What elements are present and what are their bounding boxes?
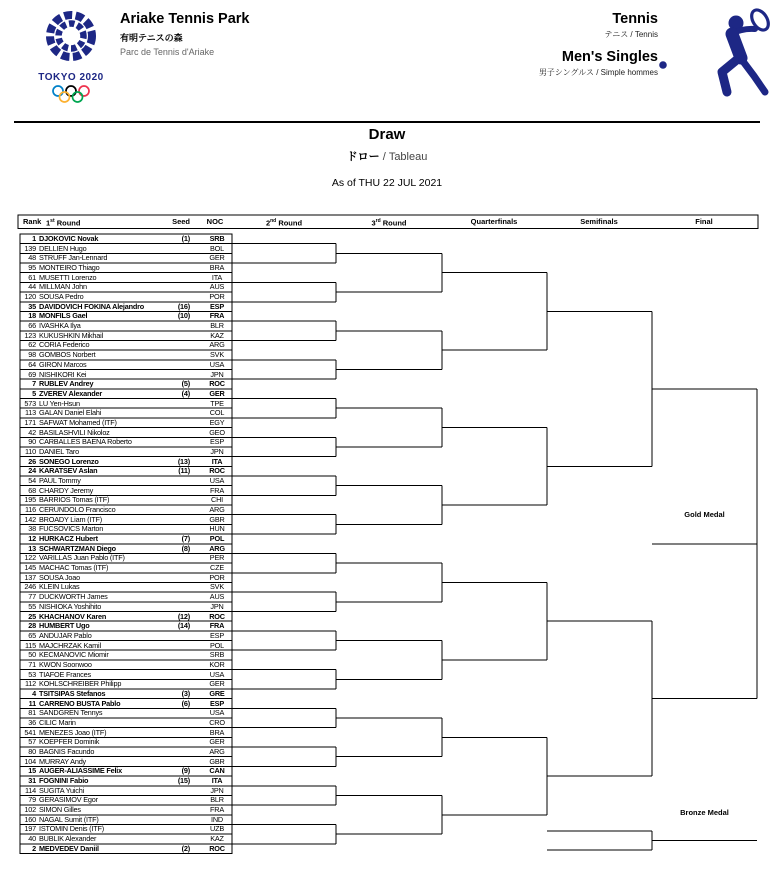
player-name: RUBLEV Andrey <box>39 379 94 389</box>
player-noc: ROC <box>209 379 225 389</box>
player-row <box>18 379 232 389</box>
player-rank: 1 <box>32 234 36 243</box>
sport-subtitle: テニス / Tennis <box>604 30 658 39</box>
player-name: CORIA Federico <box>39 340 90 350</box>
player-noc: COL <box>209 408 225 418</box>
player-rank: 68 <box>28 485 36 495</box>
player-noc: GBR <box>209 756 225 766</box>
player-name: GIRON Marcos <box>39 359 87 369</box>
player-rank: 24 <box>28 466 36 476</box>
player-rank: 160 <box>24 814 36 824</box>
player-name: BAGNIS Facundo <box>39 747 95 757</box>
player-noc: GBR <box>209 514 225 524</box>
column-header-round3: 3rd Round <box>371 218 407 228</box>
player-row <box>18 834 232 844</box>
player-noc: KAZ <box>210 330 224 340</box>
player-noc: GER <box>209 679 225 689</box>
player-noc: ITA <box>211 272 223 282</box>
player-name: CILIC Marin <box>39 718 76 727</box>
player-name: KWON Soonwoo <box>39 659 92 669</box>
player-noc: AUS <box>209 282 225 292</box>
player-rank: 139 <box>24 243 36 253</box>
player-noc: SRB <box>209 650 225 660</box>
player-name: STRUFF Jan-Lennard <box>39 253 108 263</box>
player-noc: ESP <box>209 301 224 311</box>
player-noc: GER <box>209 388 225 398</box>
player-row <box>18 679 232 689</box>
player-name: VARILLAS Juan Pablo (ITF) <box>39 553 125 563</box>
player-row <box>18 844 232 854</box>
player-name: ISTOMIN Denis (ITF) <box>39 824 104 834</box>
player-seed: (14) <box>177 621 190 631</box>
player-row <box>18 495 232 505</box>
gold-medal-label: Gold Medal <box>684 510 725 519</box>
player-rank: 110 <box>24 446 36 456</box>
player-rank: 31 <box>28 776 36 786</box>
player-row <box>18 544 232 554</box>
player-name: SCHWARTZMAN Diego <box>39 543 116 553</box>
player-noc: GER <box>209 253 225 263</box>
player-row <box>18 795 232 805</box>
player-name: BARRIOS Tomas (ITF) <box>39 495 110 505</box>
player-rank: 54 <box>28 476 36 485</box>
player-row <box>18 631 232 641</box>
player-row <box>18 263 232 273</box>
player-noc: ARG <box>209 340 225 350</box>
player-noc: ARG <box>209 505 225 515</box>
discipline-subtitle: 男子シングルス / Simple hommes <box>538 68 658 77</box>
player-name: BASILASHVILI Nikoloz <box>39 427 110 437</box>
column-header-round1: 1st Round <box>46 218 81 228</box>
player-seed: (15) <box>177 776 190 786</box>
player-rank: 541 <box>24 727 36 737</box>
player-name: TIAFOE Frances <box>39 669 91 679</box>
page-subtitle-french: / Tableau <box>382 151 428 163</box>
player-name: GERASIMOV Egor <box>39 795 98 805</box>
sport-title: Tennis <box>612 11 658 27</box>
player-noc: IND <box>211 814 223 824</box>
player-rank: 69 <box>28 369 36 379</box>
player-rank: 26 <box>28 456 36 466</box>
player-row <box>18 573 232 583</box>
player-rank: 44 <box>28 282 36 292</box>
player-name: NISHIOKA Yoshihito <box>39 601 102 611</box>
player-row <box>18 641 232 651</box>
player-name: IVASHKA Ilya <box>39 321 81 331</box>
player-rank: 13 <box>28 543 36 553</box>
player-seed: (10) <box>177 311 190 321</box>
player-name: DELLIEN Hugo <box>39 243 87 253</box>
player-row <box>18 273 232 283</box>
player-noc: ARG <box>209 747 225 757</box>
player-seed: (5) <box>181 379 190 389</box>
player-rank: 195 <box>24 495 36 505</box>
venue-title-japanese: 有明テニスの森 <box>120 33 183 43</box>
player-name: CHARDY Jeremy <box>39 485 94 495</box>
player-rank: 98 <box>28 350 36 360</box>
player-noc: BRA <box>209 263 225 273</box>
player-noc: CZE <box>210 563 224 573</box>
player-noc: ESP <box>209 437 224 447</box>
player-name: SOUSA Joao <box>39 572 80 582</box>
player-seed: (11) <box>178 466 190 476</box>
player-rank: 57 <box>28 737 36 747</box>
player-name: BUBLIK Alexander <box>39 834 97 844</box>
player-seed: (7) <box>181 534 190 544</box>
player-noc: HUN <box>209 524 225 534</box>
player-rank: 65 <box>28 630 36 640</box>
player-seed: (2) <box>181 843 190 853</box>
player-row <box>18 340 232 350</box>
player-noc: ROC <box>209 466 225 476</box>
player-name: GALAN Daniel Elahi <box>39 408 102 418</box>
player-noc: CHI <box>211 495 223 505</box>
player-noc: FRA <box>209 311 225 321</box>
player-name: MACHAC Tomas (ITF) <box>39 563 109 573</box>
player-name: TSITSIPAS Stefanos <box>39 688 106 698</box>
player-noc: ARG <box>209 543 225 553</box>
player-row <box>18 234 232 244</box>
player-row <box>18 553 232 563</box>
player-noc: TPE <box>210 398 224 408</box>
player-row <box>18 815 232 825</box>
player-name: CARBALLES BAENA Roberto <box>39 437 132 447</box>
player-rank: 53 <box>28 669 36 679</box>
player-rank: 90 <box>28 437 36 447</box>
player-name: KOHLSCHREIBER Philipp <box>39 679 122 689</box>
player-rank: 40 <box>28 834 36 844</box>
player-rank: 35 <box>28 301 36 311</box>
column-header-semifinals: Semifinals <box>580 217 618 226</box>
player-row <box>18 447 232 457</box>
player-rank: 25 <box>28 611 36 621</box>
player-rank: 77 <box>28 592 36 602</box>
player-name: LU Yen-Hsun <box>39 398 80 408</box>
player-name: FUCSOVICS Marton <box>39 524 104 534</box>
player-rank: 4 <box>32 688 36 698</box>
player-noc: GEO <box>209 427 225 437</box>
player-row <box>18 592 232 602</box>
player-noc: JPN <box>210 446 224 456</box>
player-seed: (4) <box>181 388 190 398</box>
player-rank: 113 <box>24 408 36 418</box>
player-rank: 171 <box>24 417 36 427</box>
player-rank: 48 <box>28 253 36 263</box>
player-noc: USA <box>209 359 225 369</box>
player-rank: 95 <box>28 263 36 273</box>
player-rank: 246 <box>24 582 36 592</box>
player-name: GOMBOS Norbert <box>39 350 96 360</box>
page-subtitle-japanese: ドロー <box>346 151 380 163</box>
player-noc: BOL <box>209 243 224 253</box>
player-rank: 122 <box>24 553 36 563</box>
player-name: MILLMAN John <box>39 282 87 292</box>
player-row <box>18 476 232 486</box>
player-rank: 15 <box>28 766 36 776</box>
player-noc: SRB <box>209 234 225 243</box>
player-name: KHACHANOV Karen <box>39 611 107 621</box>
player-row <box>18 515 232 525</box>
player-noc: BLR <box>210 795 224 805</box>
player-row <box>18 524 232 534</box>
player-rank: 5 <box>32 388 36 398</box>
player-name: MEDVEDEV Daniil <box>39 843 99 853</box>
player-name: CARRENO BUSTA Pablo <box>39 698 121 708</box>
player-noc: ESP <box>209 630 224 640</box>
player-rank: 28 <box>28 621 36 631</box>
player-noc: JPN <box>210 785 224 795</box>
player-row <box>18 350 232 360</box>
player-rank: 80 <box>28 747 36 757</box>
player-row <box>18 737 232 747</box>
player-rank: 62 <box>28 340 36 350</box>
player-row <box>18 824 232 834</box>
player-name: KECMANOVIC Miomir <box>39 650 109 660</box>
player-noc: JPN <box>210 369 224 379</box>
player-rank: 64 <box>28 359 36 369</box>
player-rank: 7 <box>32 379 36 389</box>
player-noc: KAZ <box>210 834 224 844</box>
player-row <box>18 505 232 515</box>
player-name: ANDUJAR Pablo <box>39 630 92 640</box>
player-name: KOEPFER Dominik <box>39 737 100 747</box>
venue-title-french: Parc de Tennis d'Ariake <box>120 47 215 57</box>
player-row <box>18 418 232 428</box>
player-name: SIMON Gilles <box>39 805 81 815</box>
player-seed: (16) <box>177 301 190 311</box>
player-name: FOGNINI Fabio <box>39 776 89 786</box>
column-header-seed: Seed <box>172 217 190 226</box>
player-name: BROADY Liam (ITF) <box>39 514 102 524</box>
player-rank: 71 <box>28 659 36 669</box>
player-row <box>18 428 232 438</box>
player-row <box>18 718 232 728</box>
player-noc: KOR <box>209 659 225 669</box>
player-name: SOUSA Pedro <box>39 292 84 302</box>
player-row <box>18 757 232 767</box>
player-name: SONEGO Lorenzo <box>39 456 99 466</box>
player-row <box>18 292 232 302</box>
player-name: NISHIKORI Kei <box>39 369 87 379</box>
column-header-round2: 2nd Round <box>265 218 303 228</box>
player-row <box>18 370 232 380</box>
player-row <box>18 399 232 409</box>
player-rank: 145 <box>24 563 36 573</box>
player-rank: 116 <box>24 505 36 515</box>
player-row <box>18 786 232 796</box>
player-noc: SVK <box>209 350 224 360</box>
player-noc: ROC <box>209 611 225 621</box>
player-row <box>18 699 232 709</box>
player-row <box>18 389 232 399</box>
player-seed: (13) <box>177 456 190 466</box>
player-row <box>18 747 232 757</box>
player-rank: 112 <box>24 679 36 689</box>
player-rank: 38 <box>28 524 36 534</box>
player-seed: (9) <box>181 766 190 776</box>
column-header-final: Final <box>695 217 713 226</box>
player-name: MONFILS Gael <box>39 311 88 321</box>
player-name: SAFWAT Mohamed (ITF) <box>39 417 117 427</box>
player-row <box>18 602 232 612</box>
player-name: ZVEREV Alexander <box>39 388 103 398</box>
player-name: SUGITA Yuichi <box>39 785 84 795</box>
player-noc: POL <box>209 534 225 544</box>
player-row <box>18 776 232 786</box>
player-seed: (1) <box>181 234 190 243</box>
player-rank: 115 <box>24 640 36 650</box>
player-rank: 55 <box>28 601 36 611</box>
player-name: CERUNDOLO Francisco <box>39 505 116 515</box>
player-rank: 2 <box>32 843 36 853</box>
player-rank: 42 <box>28 427 36 437</box>
player-row <box>18 311 232 321</box>
player-seed: (8) <box>181 543 190 553</box>
page-title: Draw <box>368 126 406 143</box>
player-row <box>18 670 232 680</box>
player-name: DJOKOVIC Novak <box>39 234 99 243</box>
player-noc: FRA <box>210 485 224 495</box>
player-noc: SVK <box>209 582 224 592</box>
player-noc: POR <box>209 292 225 302</box>
player-row <box>18 805 232 815</box>
player-row <box>18 689 232 699</box>
player-rank: 102 <box>24 805 36 815</box>
player-row <box>18 466 232 476</box>
player-name: NAGAL Sumit (ITF) <box>39 814 99 824</box>
player-row <box>18 253 232 263</box>
player-seed: (6) <box>181 698 190 708</box>
player-rank: 197 <box>24 824 36 834</box>
player-row <box>18 282 232 292</box>
venue-title: Ariake Tennis Park <box>120 11 250 27</box>
player-rank: 66 <box>28 321 36 331</box>
player-noc: ROC <box>209 843 225 853</box>
player-name: MURRAY Andy <box>39 756 87 766</box>
column-header-quarterfinals: Quarterfinals <box>470 217 518 226</box>
player-rank: 573 <box>24 398 36 408</box>
player-noc: AUS <box>209 592 225 602</box>
player-rank: 18 <box>28 311 36 321</box>
player-noc: POL <box>209 640 224 650</box>
player-row <box>18 621 232 631</box>
player-row <box>18 534 232 544</box>
player-rank: 114 <box>24 785 36 795</box>
player-noc: ITA <box>211 776 223 786</box>
player-rank: 137 <box>24 572 36 582</box>
player-row <box>18 650 232 660</box>
as-of-date: As of THU 22 JUL 2021 <box>331 177 443 189</box>
player-rank: 142 <box>24 514 36 524</box>
player-row <box>18 408 232 418</box>
player-row <box>18 728 232 738</box>
player-rank: 61 <box>28 272 36 282</box>
player-row <box>18 302 232 312</box>
tokyo2020-wordmark: TOKYO 2020 <box>38 72 104 83</box>
player-rank: 81 <box>28 708 36 718</box>
player-row <box>18 766 232 776</box>
player-rank: 120 <box>24 292 36 302</box>
player-name: DAVIDOVICH FOKINA Alejandro <box>39 301 145 311</box>
player-seed: (3) <box>181 688 190 698</box>
player-rank: 123 <box>24 330 36 340</box>
player-noc: EGY <box>209 417 225 427</box>
player-row <box>18 563 232 573</box>
player-noc: CAN <box>209 766 225 776</box>
player-noc: POR <box>209 572 225 582</box>
player-row <box>18 457 232 467</box>
player-rank: 50 <box>28 650 36 660</box>
player-row <box>18 486 232 496</box>
player-rank: 79 <box>28 795 36 805</box>
player-name: HURKACZ Hubert <box>39 534 98 544</box>
player-name: DANIEL Taro <box>39 446 79 456</box>
player-row <box>18 582 232 592</box>
player-name: MENEZES Joao (ITF) <box>39 727 107 737</box>
column-header-noc: NOC <box>206 217 224 226</box>
player-rank: 104 <box>24 756 36 766</box>
player-noc: BLR <box>210 321 224 331</box>
player-noc: BRA <box>209 727 225 737</box>
player-name: MAJCHRZAK Kamil <box>39 640 101 650</box>
discipline-title: Men's Singles <box>561 49 658 65</box>
player-row <box>18 612 232 622</box>
player-noc: PER <box>209 553 225 563</box>
player-rank: 36 <box>28 718 36 727</box>
player-seed: (12) <box>177 611 190 621</box>
player-row <box>18 437 232 447</box>
player-noc: GER <box>209 737 225 747</box>
bronze-medal-label: Bronze Medal <box>680 808 729 817</box>
player-name: MONTEIRO Thiago <box>39 263 100 273</box>
player-noc: FRA <box>210 805 224 815</box>
player-noc: JPN <box>210 601 224 611</box>
player-noc: USA <box>209 669 225 679</box>
player-rank: 12 <box>28 534 36 544</box>
player-name: DUCKWORTH James <box>39 592 108 602</box>
player-noc: USA <box>209 476 225 485</box>
column-header-rank: Rank <box>23 217 42 226</box>
player-noc: USA <box>209 708 225 718</box>
player-row <box>18 708 232 718</box>
player-name: KLEIN Lukas <box>39 582 80 592</box>
player-name: MUSETTI Lorenzo <box>39 272 97 282</box>
player-name: KARATSEV Aslan <box>39 466 98 476</box>
player-noc: CRO <box>209 718 225 727</box>
player-row <box>18 244 232 254</box>
player-name: HUMBERT Ugo <box>39 621 90 631</box>
player-name: PAUL Tommy <box>39 476 81 485</box>
player-row <box>18 321 232 331</box>
player-rank: 11 <box>28 698 36 708</box>
player-noc: ESP <box>209 698 224 708</box>
player-noc: ITA <box>211 456 223 466</box>
player-noc: FRA <box>209 621 225 631</box>
player-name: AUGER-ALIASSIME Felix <box>39 766 122 776</box>
player-row <box>18 660 232 670</box>
player-name: SANDGREN Tennys <box>39 708 103 718</box>
player-name: KUKUSHKIN Mikhail <box>39 330 103 340</box>
player-row <box>18 360 232 370</box>
player-row <box>18 331 232 341</box>
player-noc: UZB <box>210 824 224 834</box>
player-noc: GRE <box>209 688 225 698</box>
